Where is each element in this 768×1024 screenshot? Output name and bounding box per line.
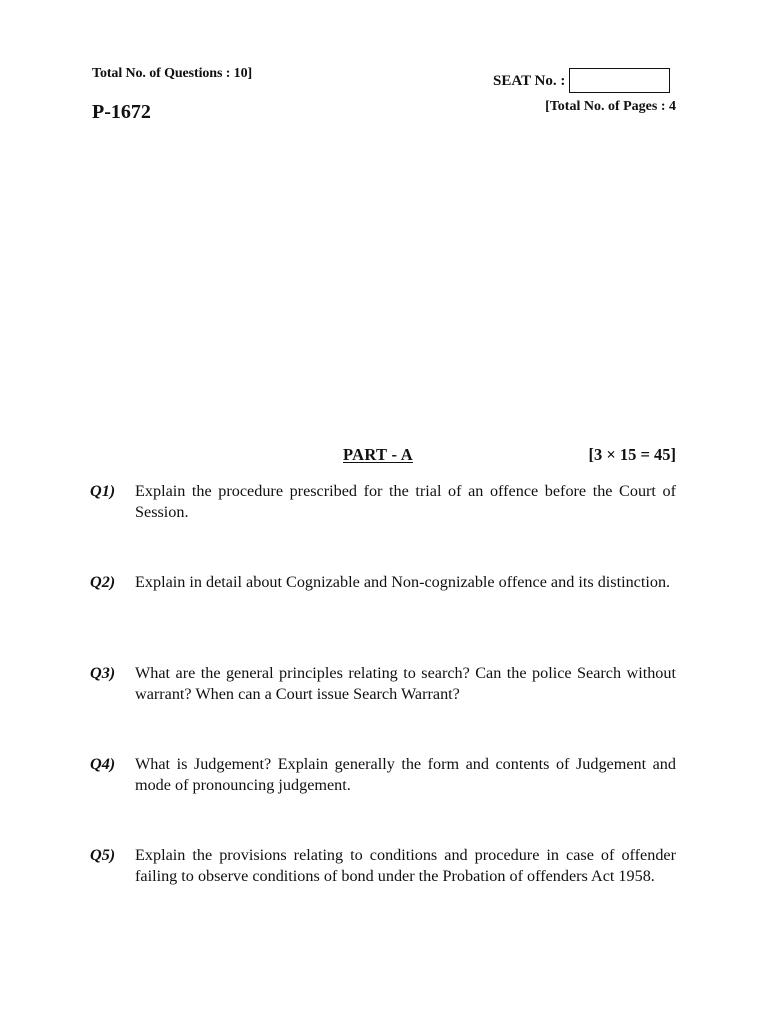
part-marks: [3 × 15 = 45] <box>588 445 676 464</box>
question-text: Explain in detail about Cognizable and Non-cognizable offence and its distinction. <box>135 573 671 591</box>
seat-number-label: SEAT No. : <box>493 73 566 89</box>
total-pages: [Total No. of Pages : 4 <box>545 99 676 114</box>
question-item <box>90 663 676 705</box>
question-item <box>90 572 676 593</box>
question-number: Q3) <box>90 664 116 682</box>
question-item <box>90 481 676 523</box>
question-text: What is Judgement? Explain generally the form and contents of Judgement and mode of pronouncing judgement. <box>135 755 676 794</box>
question-text: What are the general principles relating to search? Can the police Search without warrant? When can a Court issue Search Warrant? <box>135 664 676 703</box>
question-text: Explain the provisions relating to conditions and procedure in case of offender failing to observe conditions of bond under the Probation of offenders Act 1958. <box>135 846 676 885</box>
question-number: Q1) <box>90 482 116 500</box>
question-number: Q5) <box>90 846 116 864</box>
paper-code: P-1672 <box>92 101 151 123</box>
seat-number-box <box>569 68 670 93</box>
part-heading: PART - A <box>343 445 413 464</box>
question-item <box>90 754 676 796</box>
total-questions: Total No. of Questions : 10] <box>92 66 253 81</box>
question-number: Q2) <box>90 573 116 591</box>
seat-number-block <box>493 68 670 93</box>
question-item <box>90 845 676 887</box>
question-text: Explain the procedure prescribed for the trial of an offence before the Court of Session. <box>135 482 676 521</box>
question-number: Q4) <box>90 755 116 773</box>
